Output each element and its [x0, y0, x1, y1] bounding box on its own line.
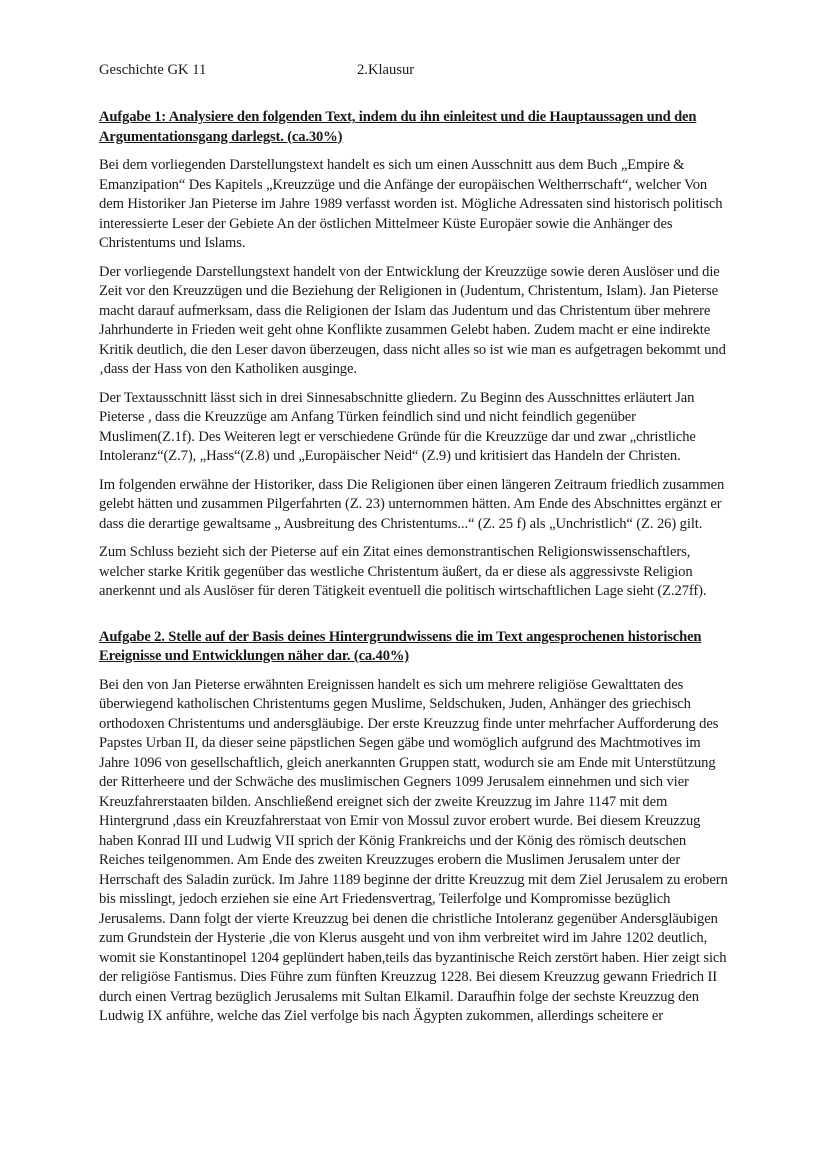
- task-2-section: [99, 628, 729, 1027]
- task-2-paragraph-crusades: Bei den von Jan Pieterse erwähnten Ereignissen handelt es sich um mehrere religiöse Gewalttaten des überwiegend katholischen Christentums gegen Muslime, Seldschuken, Juden, Anhänger des griechisch orthodoxen Christentums und andersgläubige. Der erste Kreuzzug finde unter mehrfacher Aufforderung des Papstes Urban II, da dieser seine päpstlichen Segen gäbe und womöglich aufgrund des Machtmotives im Jahre 1096 von gesellschaftlich, gleich anerkannten Gruppen statt, wodurch sie am Ende mit Unterstützung der Ritterheere und der Schwäche des muslimischen Gegners 1099 Jerusalem einnehmen und sich vier Kreuzfahrerstaaten bilden. Anschließend ereignet sich der zweite Kreuzzug im Jahre 1147 mit dem Hintergrund ,dass ein Kreuzfahrerstaat von Emir von Mossul zuvor erobert wurde. Bei diesem Kreuzzug haben Konrad III und Ludwig VII sprich der König Frankreichs und der König des römisch deutschen Reiches teilgenommen. Am Ende des zweiten Kreuzzuges erobern die Muslimen Jerusalem unter der Herrschaft des Saladin zurück. Im Jahre 1189 beginne der dritte Kreuzzug mit dem Ziel Jerusalem zu erobern bis misslingt, jedoch erziehen sie eine Art Friedensvertrag, Teilerfolge und Kompromisse bezüglich Jerusalems. Dann folgt der vierte Kreuzzug bei denen die christliche Intoleranz gegenüber Andersgläubigen zum Grundstein der Hysterie ,die von Klerus ausgeht und von ihm verbreitet wird im Jahre 1202 deutlich, womit sie Konstantinopel 1204 geplündert haben,teils das byzantinische Reich zerstört haben. Hier zeigt sich der religiöse Fantismus. Dies Führe zum fünften Kreuzzug 1228. Bei diesem Kreuzzug gewann Friedrich II durch einen Vertrag bezüglich Jerusalems mit Sultan Elkamil. Daraufhin folge der sechste Kreuzzug den Ludwig IX anführe, welche das Ziel verfolge bis nach Ägypten zukommen, allerdings scheitere er: [99, 676, 728, 1024]
- course-label: Geschichte GK 11: [99, 62, 207, 78]
- task-1-section: [99, 108, 729, 602]
- task-1-paragraph-content: Der vorliegende Darstellungstext handelt von der Entwicklung der Kreuzzüge sowie deren Auslöser und die Zeit vor den Kreuzzügen und die Beziehung der Religionen in (Judentum, Christentum, Islam). Jan Pieterse macht darauf aufmerksam, dass die Religionen der Islam das Judentum und das Christentum über mehrere Jahrhunderte in Frieden weit geht ohne Konflikte zusammen Gelebt haben. Zudem macht er eine indirekte Kritik deutlich, die den Leser davon überzeugen, dass nicht alles so ist wie man es aufgetragen bekommt und ‚dass der Hass von den Katholiken ausginge.: [99, 263, 726, 377]
- document-header: [99, 60, 729, 80]
- task-1-paragraph-middle: Im folgenden erwähne der Historiker, dass Die Religionen über einen längeren Zeitraum friedlich zusammen gelebt hätten und zusammen Pilgerfahrten (Z. 23) unternommen hätten. Am Ende des Abschnittes ergänzt er dass die derartige gewaltsame „ Ausbreitung des Christentums...“ (Z. 25 f) als „Unchristlich“ (Z. 26) gilt.: [99, 476, 725, 532]
- task-1-heading: Aufgabe 1: Analysiere den folgenden Text, indem du ihn einleitest und die Hauptaussagen und den Argumentationsgang darlegst. (ca.30%): [99, 109, 697, 145]
- document-page: [99, 60, 729, 1027]
- task-1-paragraph-intro: Bei dem vorliegenden Darstellungstext handelt es sich um einen Ausschnitt aus dem Buch „Empire & Emanzipation“ Des Kapitels „Kreuzzüge und die Anfänge der europäischen Weltherrschaft“, welcher Von dem Historiker Jan Pieterse im Jahre 1989 verfasst worden ist. Mögliche Adressaten sind historisch politisch interessierte Leser der Gebiete An der östlichen Mittelmeer Küste Europäer sowie die Anhänger des Christentums und Islams.: [99, 157, 723, 251]
- exam-label: 2.Klausur: [357, 62, 415, 78]
- task-2-heading: Aufgabe 2. Stelle auf der Basis deines Hintergrundwissens die im Text angesprochenen historischen Ereignisse und Entwicklungen näher dar. (ca.40%): [99, 628, 702, 664]
- task-1-paragraph-conclusion: Zum Schluss bezieht sich der Pieterse auf ein Zitat eines demonstrantischen Religionswissenschaftlers, welcher starke Kritik gegenüber das westliche Christentum äußert, da er diese als aggressivste Religion anerkennt und als Auslöser für deren Tätigkeit eventuell die politisch wirtschaftlichen Lage sieht (Z.27ff).: [99, 544, 707, 599]
- task-1-paragraph-structure: Der Textausschnitt lässt sich in drei Sinnesabschnitte gliedern. Zu Beginn des Ausschnittes erläutert Jan Pieterse , dass die Kreuzzüge am Anfang Türken feindlich sind und nicht feindlich gegenüber Muslimen(Z.1f). Des Weiteren legt er verschiedene Gründe für die Kreuzzüge dar und zwar „christliche Intoleranz“(Z.7), „Hass“(Z.8) und „Europäischer Neid“ (Z.9) und kritisiert das Handeln der Christen.: [99, 389, 696, 464]
